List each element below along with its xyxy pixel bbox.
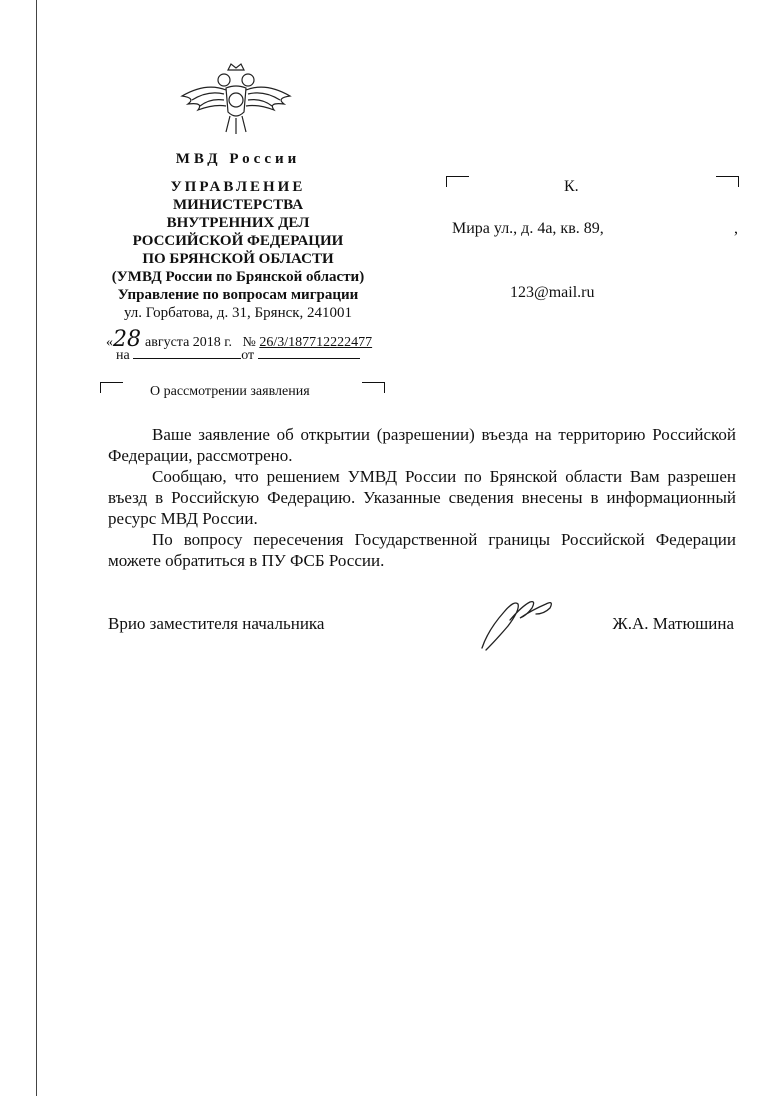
from-label: от xyxy=(241,348,255,363)
number-label: № xyxy=(242,335,256,350)
handwritten-signature-icon xyxy=(474,590,564,654)
body-paragraph-2: Сообщаю, что решением УМВД России по Брянской области Вам разрешен въезд в Российскую Федерацию. Указанные сведения внесены в информационный ресурс МВД России. xyxy=(108,467,736,528)
page-edge-line xyxy=(36,0,37,1096)
letter-body xyxy=(108,424,736,571)
recipient-corner-left xyxy=(446,176,469,187)
ministry-name: МВД России xyxy=(175,151,301,167)
body-paragraph-3: По вопросу пересечения Государственной границы Российской Федерации можете обратиться в ПУ ФСБ России. xyxy=(108,530,736,570)
org-line-4: РОССИЙСКОЙ ФЕДЕРАЦИИ xyxy=(132,233,344,249)
recipient-email: 123@mail.ru xyxy=(510,284,595,301)
subject-corner-left xyxy=(100,382,123,393)
outgoing-date-line: «28 августа 2018 г. № 26/3/187712222477 xyxy=(106,327,373,352)
recipient-name: К. xyxy=(564,178,579,195)
department-name: Управление по вопросам миграции xyxy=(117,287,359,303)
org-line-5: ПО БРЯНСКОЙ ОБЛАСТИ xyxy=(142,251,334,267)
from-blank xyxy=(258,346,360,359)
org-line-3: ВНУТРЕННИХ ДЕЛ xyxy=(166,215,310,231)
issuer-header xyxy=(88,150,388,322)
signatory-role: Врио заместителя начальника xyxy=(108,614,325,633)
recipient-address-comma: , xyxy=(734,220,738,237)
reply-label: на xyxy=(116,348,130,363)
eagle-emblem-icon xyxy=(176,60,296,140)
org-abbreviation: (УМВД России по Брянской области) xyxy=(111,269,365,285)
org-line-2: МИНИСТЕРСТВА xyxy=(172,197,304,213)
outgoing-number: 26/3/187712222477 xyxy=(259,335,373,350)
reply-reference-line xyxy=(116,346,360,364)
outgoing-month-year: августа 2018 г. xyxy=(145,335,232,350)
org-line-1: УПРАВЛЕНИЕ xyxy=(170,179,306,195)
subject-corner-right xyxy=(362,382,385,393)
signatory-name: Ж.А. Матюшина xyxy=(612,614,734,633)
reply-blank xyxy=(133,346,241,359)
issuer-address: ул. Горбатова, д. 31, Брянск, 241001 xyxy=(123,305,353,321)
recipient-address: Мира ул., д. 4а, кв. 89, xyxy=(452,220,604,237)
letter-subject: О рассмотрении заявления xyxy=(150,384,310,399)
outgoing-day: 28 xyxy=(113,327,141,352)
recipient-corner-right xyxy=(716,176,739,187)
body-paragraph-1: Ваше заявление об открытии (разрешении) въезда на территорию Российской Федерации, рассмотрено. xyxy=(108,425,736,465)
